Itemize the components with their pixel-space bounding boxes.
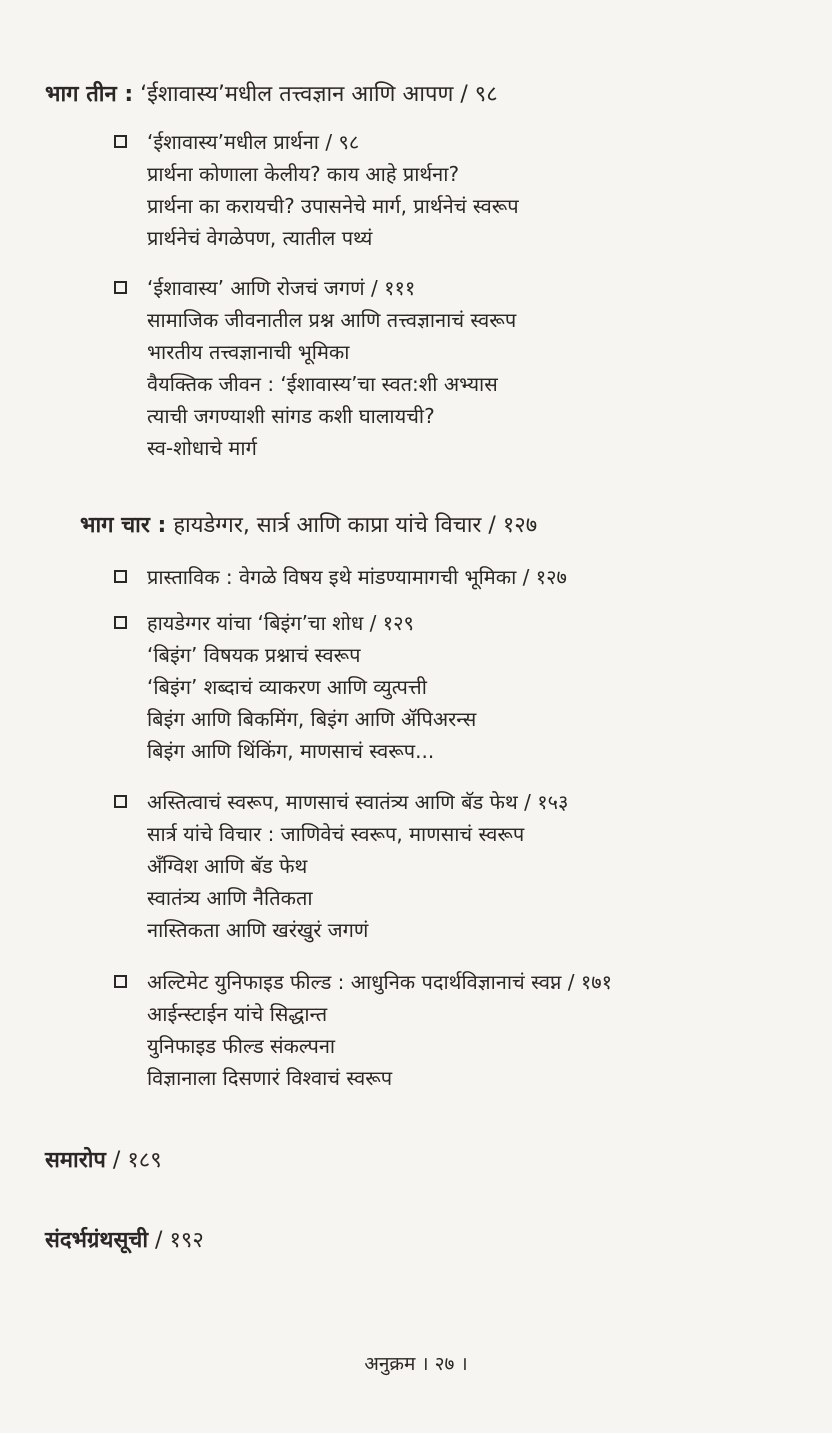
bibliography-entry: संदर्भग्रंथसूची / १९२ — [45, 1228, 204, 1253]
section-heading: अल्टिमेट युनिफाइड फील्ड : आधुनिक पदार्थविज्ञानाचं स्वप्न / १७१ — [112, 966, 612, 998]
checkbox-bullet-icon — [114, 281, 127, 294]
subtopic-list — [112, 818, 568, 946]
subtopic: ‘बिइंग’ विषयक प्रश्नाचं स्वरूप — [147, 643, 361, 667]
subtopic: प्रार्थना कोणाला केलीय? काय आहे प्रार्थना? — [147, 162, 460, 186]
subtopic-list — [112, 158, 519, 254]
section-heading: अस्तित्वाचं स्वरूप, माणसाचं स्वातंत्र्य आणि बॅड फेथ / १५३ — [112, 786, 568, 818]
section-heading: हायडेग्गर यांचा ‘बिइंग’चा शोध / १२९ — [112, 607, 476, 639]
subtopic: युनिफाइड फील्ड संकल्पना — [147, 1034, 336, 1058]
subtopic-list — [112, 998, 612, 1094]
subtopic: बिइंग आणि थिंकिंग, माणसाचं स्वरूप... — [147, 739, 435, 763]
subtopic: विज्ञानाला दिसणारं विश्वाचं स्वरूप — [147, 1066, 393, 1090]
toc-section — [112, 786, 568, 946]
closing-label: समारोप — [45, 1148, 106, 1173]
subtopic-list — [112, 639, 476, 767]
subtopic: स्व-शोधाचे मार्ग — [147, 436, 257, 460]
closing-page: १८९ — [127, 1148, 162, 1173]
toc-section — [112, 272, 516, 464]
section-title: प्रास्ताविक : वेगळे विषय इथे मांडण्यामागची भूमिका — [147, 565, 517, 589]
toc-section — [112, 561, 567, 593]
subtopic: प्रार्थनेचं वेगळेपण, त्यातील पथ्यं — [147, 226, 373, 250]
section-heading: ‘ईशावास्य’मधील प्रार्थना / ९८ — [112, 126, 519, 158]
bibliography-page: १९२ — [169, 1228, 204, 1253]
section-page: ९८ — [338, 130, 360, 154]
part-four-heading: भाग चार : हायडेग्गर, सार्त्र आणि काप्रा यांचे विचार / १२७ — [80, 513, 538, 538]
section-title: ‘ईशावास्य’मधील प्रार्थना — [147, 130, 319, 154]
part-three-heading: भाग तीन : ‘ईशावास्य’मधील तत्त्वज्ञान आणि आपण / ९८ — [45, 82, 498, 107]
part-title: ‘ईशावास्य’मधील तत्त्वज्ञान आणि आपण — [140, 82, 454, 107]
subtopic: नास्तिकता आणि खरंखुरं जगणं — [147, 918, 369, 942]
toc-section — [112, 126, 519, 254]
section-heading: प्रास्ताविक : वेगळे विषय इथे मांडण्यामागची भूमिका / १२७ — [112, 561, 567, 593]
section-heading: ‘ईशावास्य’ आणि रोजचं जगणं / १११ — [112, 272, 516, 304]
subtopic: ‘बिइंग’ शब्दाचं व्याकरण आणि व्युत्पत्ती — [147, 675, 427, 699]
section-page: १२७ — [535, 565, 567, 589]
subtopic: भारतीय तत्त्वज्ञानाची भूमिका — [147, 340, 350, 364]
subtopic: अँग्विश आणि बॅड फेथ — [147, 854, 308, 878]
section-page: १७१ — [580, 970, 613, 994]
checkbox-bullet-icon — [114, 975, 127, 988]
subtopic: प्रार्थना का करायची? उपासनेचे मार्ग, प्रार्थनेचं स्वरूप — [147, 194, 519, 218]
subtopic: वैयक्तिक जीवन : ‘ईशावास्य’चा स्वत:शी अभ्यास — [147, 372, 498, 396]
toc-section — [112, 966, 612, 1094]
section-page: १५३ — [537, 790, 569, 814]
checkbox-bullet-icon — [114, 135, 127, 148]
closing-entry: समारोप / १८९ — [45, 1148, 162, 1173]
page-footer: अनुक्रम । २७ । — [364, 1353, 468, 1375]
section-page: १२९ — [382, 611, 414, 635]
part-label: भाग चार : — [80, 513, 167, 538]
subtopic: सामाजिक जीवनातील प्रश्न आणि तत्त्वज्ञानाचं स्वरूप — [147, 308, 517, 332]
section-title: अल्टिमेट युनिफाइड फील्ड : आधुनिक पदार्थविज्ञानाचं स्वप्न — [147, 970, 562, 994]
subtopic: बिइंग आणि बिकमिंग, बिइंग आणि ॲपिअरन्स — [147, 707, 477, 731]
part-label: भाग तीन : — [45, 82, 134, 107]
subtopic: स्वातंत्र्य आणि नैतिकता — [147, 886, 313, 910]
section-title: अस्तित्वाचं स्वरूप, माणसाचं स्वातंत्र्य आणि बॅड फेथ — [147, 790, 518, 814]
checkbox-bullet-icon — [114, 570, 127, 583]
part-title: हायडेग्गर, सार्त्र आणि काप्रा यांचे विचार — [173, 513, 482, 538]
checkbox-bullet-icon — [114, 616, 127, 629]
checkbox-bullet-icon — [114, 795, 127, 808]
part-page: ९८ — [474, 82, 498, 107]
section-title: ‘ईशावास्य’ आणि रोजचं जगणं — [147, 276, 365, 300]
subtopic: आईन्स्टाईन यांचे सिद्धान्त — [147, 1002, 328, 1026]
bibliography-label: संदर्भग्रंथसूची — [45, 1228, 149, 1253]
subtopic: सार्त्र यांचे विचार : जाणिवेचं स्वरूप, माणसाचं स्वरूप — [147, 822, 525, 846]
subtopic: त्याची जगण्याशी सांगड कशी घालायची? — [147, 404, 435, 428]
toc-section — [112, 607, 476, 767]
section-title: हायडेग्गर यांचा ‘बिइंग’चा शोध — [147, 611, 364, 635]
subtopic-list — [112, 304, 516, 464]
part-page: १२७ — [502, 513, 538, 538]
section-page: १११ — [384, 276, 416, 300]
